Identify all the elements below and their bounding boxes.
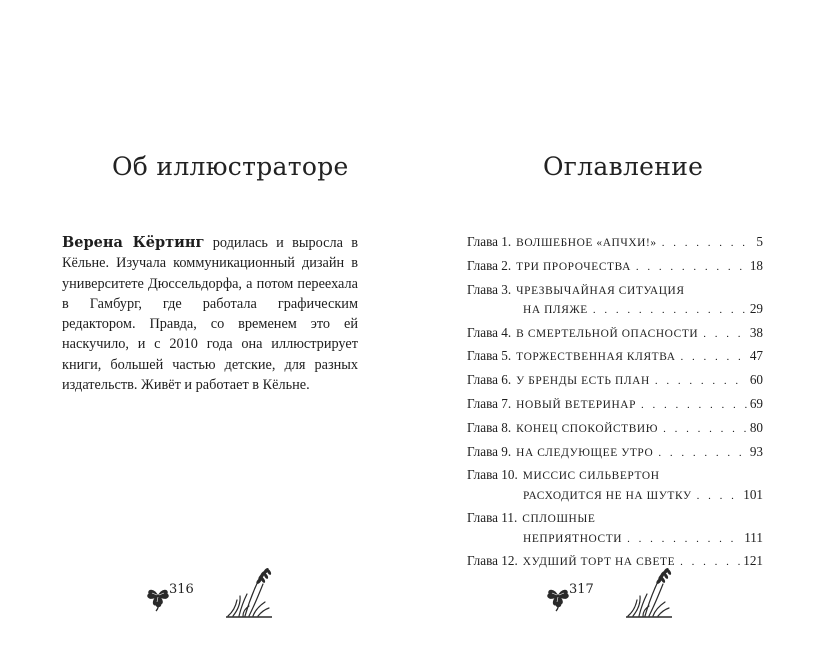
page-footer-ornament [145, 566, 285, 626]
toc-leader-dots [681, 348, 747, 366]
toc-page-number: 60 [749, 372, 763, 388]
toc-page-number: 93 [749, 443, 763, 459]
toc-chapter-title: ХУДШИЙ ТОРТ НА СВЕТЕ [522, 556, 676, 569]
toc-page-number: 69 [749, 395, 763, 411]
toc-entry [467, 443, 763, 462]
toc-chapter-title: СПЛОШНЫЕ [522, 513, 596, 526]
toc-line [467, 324, 763, 343]
toc-line [467, 486, 763, 505]
toc-leader-dots [697, 487, 741, 505]
toc-chapter-number: Глава 1. [467, 234, 512, 249]
toc-entry [467, 281, 763, 319]
toc-page-number: 111 [744, 529, 763, 545]
toc-chapter-number: Глава 12. [467, 553, 518, 569]
grass-icon [225, 566, 275, 618]
toc-chapter-title: РАСХОДИТСЯ НЕ НА ШУТКУ [523, 489, 692, 502]
toc-line [467, 443, 763, 462]
grass-icon [625, 566, 675, 618]
toc-chapter-title: КОНЕЦ СПОКОЙСТВИЮ [516, 422, 659, 435]
toc-line [467, 466, 763, 485]
toc-chapter-number: Глава 11. [467, 510, 518, 526]
toc-leader-dots [663, 420, 747, 438]
toc-chapter-title: ЧРЕЗВЫЧАЙНАЯ СИТУАЦИЯ [516, 284, 685, 297]
toc-chapter-title: НОВЫЙ ВЕТЕРИНАР [516, 398, 637, 411]
toc-leader-dots [658, 444, 746, 462]
toc-chapter-title: ТРИ ПРОРОЧЕСТВА [516, 260, 631, 273]
toc-chapter-number: Глава 3. [467, 281, 512, 297]
toc-page-number: 80 [749, 419, 763, 435]
toc-chapter-title: НА ПЛЯЖЕ [523, 303, 588, 316]
toc-line [467, 257, 763, 276]
toc-chapter-number: Глава 8. [467, 419, 512, 435]
toc-entry [467, 466, 763, 504]
toc-page-number: 47 [749, 348, 763, 364]
toc-chapter-number: Глава 5. [467, 348, 512, 364]
toc-line [467, 509, 763, 528]
toc-leader-dots [627, 530, 741, 548]
toc-line [467, 347, 763, 366]
illustrator-name: Верена Кёртинг [62, 234, 205, 251]
toc-chapter-title: У БРЕНДЫ ЕСТЬ ПЛАН [516, 375, 650, 388]
toc-line [467, 300, 763, 319]
toc-leader-dots [593, 301, 747, 319]
page-title-about-illustrator: Об иллюстраторе [112, 152, 349, 181]
toc-line [467, 419, 763, 438]
toc-entry [467, 257, 763, 276]
toc-chapter-title: НА СЛЕДУЮЩЕЕ УТРО [516, 446, 654, 459]
toc-leader-dots [680, 553, 740, 571]
toc-entry [467, 233, 763, 252]
toc-chapter-title: НЕПРИЯТНОСТИ [523, 532, 623, 545]
toc-line [467, 281, 763, 300]
toc-chapter-title: МИССИС СИЛЬВЕРТОН [522, 470, 660, 483]
toc-leader-dots [662, 234, 754, 252]
toc-page-number: 5 [756, 234, 763, 249]
toc-chapter-title: ТОРЖЕСТВЕННАЯ КЛЯТВА [516, 351, 676, 364]
toc-page-number: 18 [749, 257, 763, 273]
toc-entry [467, 347, 763, 366]
page-number: 317 [569, 582, 594, 597]
toc-entry [467, 324, 763, 343]
toc-chapter-title: В СМЕРТЕЛЬНОЙ ОПАСНОСТИ [516, 327, 699, 340]
toc-leader-dots [703, 325, 747, 343]
right-page [410, 0, 820, 656]
toc-leader-dots [655, 372, 747, 390]
toc-entry [467, 395, 763, 414]
toc-chapter-number: Глава 6. [467, 372, 512, 388]
toc-line [467, 529, 763, 548]
toc-chapter-number: Глава 2. [467, 257, 512, 273]
toc-line [467, 395, 763, 414]
toc-leader-dots [636, 258, 747, 276]
toc-page-number: 29 [749, 300, 763, 316]
toc-leader-dots [641, 396, 747, 414]
toc-page-number: 101 [743, 486, 763, 502]
page-number: 316 [169, 582, 194, 597]
toc-chapter-number: Глава 4. [467, 324, 512, 340]
toc-page-number: 38 [749, 324, 763, 340]
toc-chapter-number: Глава 9. [467, 443, 512, 459]
clover-icon [145, 584, 171, 612]
illustrator-bio [62, 233, 358, 395]
toc-chapter-title: ВОЛШЕБНОЕ «АПЧХИ!» [516, 237, 657, 249]
toc-entry [467, 509, 763, 547]
toc-entry [467, 371, 763, 390]
clover-icon [545, 584, 571, 612]
toc-chapter-number: Глава 7. [467, 395, 512, 411]
table-of-contents [467, 233, 763, 576]
toc-chapter-number: Глава 10. [467, 467, 518, 483]
toc-line [467, 233, 763, 252]
bio-text: родилась и выросла в Кёльне. Изучала коммуникационный дизайн в университете Дюссельдорфа, а потом переехала в Гамбург, где работала графическим редактором. Правда, со временем это ей наскучило, и с 2010 года она иллюстрирует книги, большей частью детские, для разных издательств. Живёт и работает в Кёльне. [62, 235, 358, 394]
toc-page-number: 121 [743, 553, 763, 569]
toc-entry [467, 419, 763, 438]
page-footer-ornament [545, 566, 685, 626]
page-title-table-of-contents: Оглавление [543, 152, 704, 181]
toc-line [467, 371, 763, 390]
